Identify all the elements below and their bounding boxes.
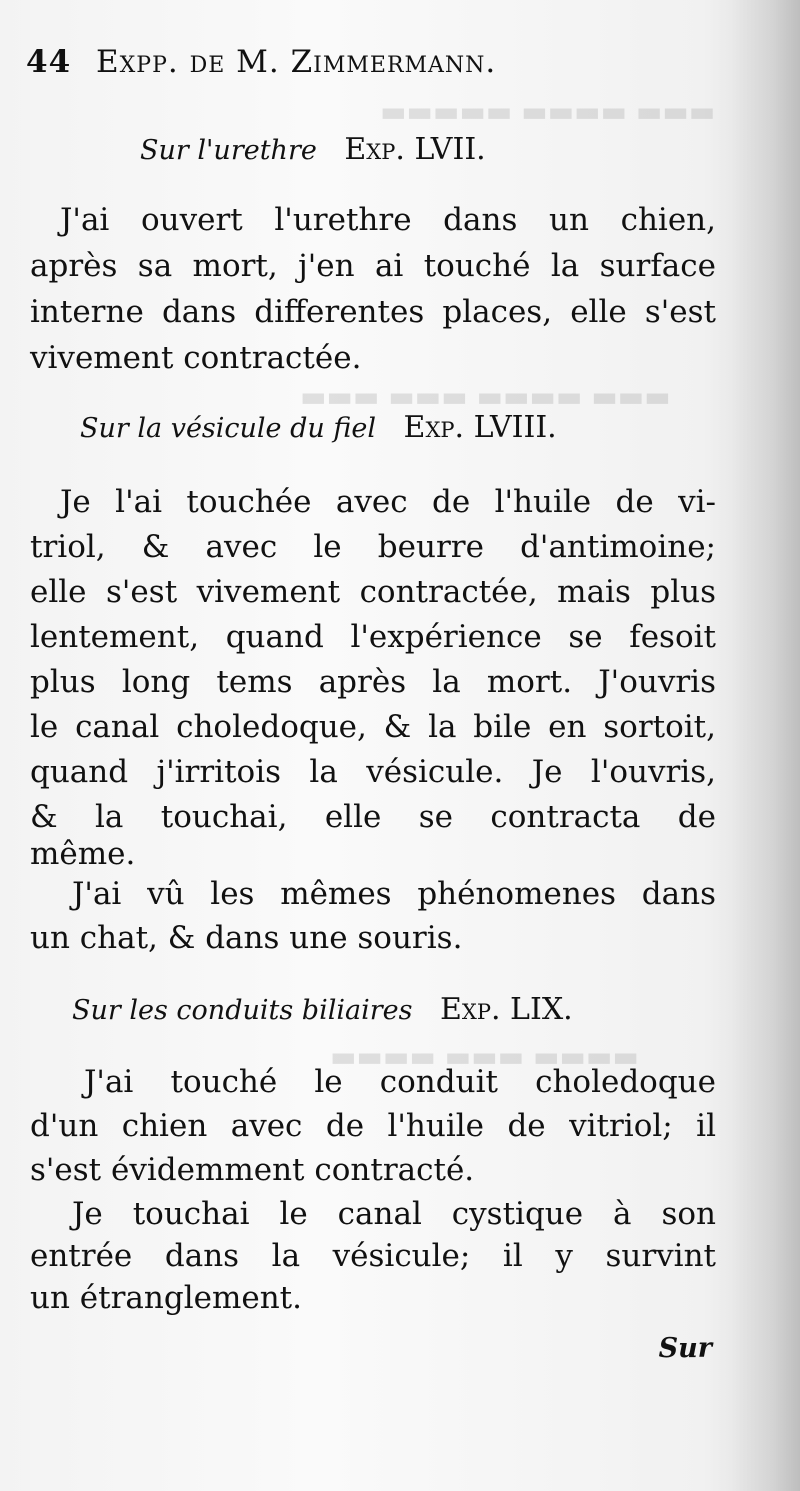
text-line: J'ai ouvert l'urethre dans un chien, <box>60 202 716 238</box>
text-line: & la touchai, elle se contracta de <box>30 799 716 835</box>
text-line: J'ai vû les mêmes phénomenes dans <box>72 876 716 912</box>
text-line: même. <box>30 836 136 872</box>
text-line: Je l'ai touchée avec de l'huile de vi- <box>60 484 716 520</box>
section-heading <box>80 410 557 445</box>
text-line: J'ai touché le conduit choledoque <box>84 1064 716 1100</box>
section-subject: Sur la vésicule du fiel <box>80 413 376 444</box>
text-line: vivement contractée. <box>30 340 362 376</box>
text-line: interne dans differentes places, elle s'est <box>30 294 716 330</box>
text-line: un étranglement. <box>30 1280 302 1316</box>
text-line: d'un chien avec de l'huile de vitriol; il <box>30 1108 716 1144</box>
bleed-through-shadow: ▬▬▬▬ ▬▬▬ ▬▬▬▬ <box>330 1040 639 1073</box>
text-line: lentement, quand l'expérience se fesoit <box>30 619 716 655</box>
catchword: Sur <box>658 1333 712 1364</box>
text-line: triol, & avec le beurre d'antimoine; <box>30 529 716 565</box>
page-gutter-shadow <box>730 0 800 1491</box>
experiment-number: Exp. LIX. <box>440 992 573 1027</box>
section-heading <box>140 132 486 167</box>
text-line: après sa mort, j'en ai touché la surface <box>30 248 716 284</box>
text-line: Je touchai le canal cystique à son <box>72 1196 716 1232</box>
experiment-number: Exp. LVII. <box>344 132 486 167</box>
text-line: elle s'est vivement contractée, mais plus <box>30 574 716 610</box>
experiment-number: Exp. LVIII. <box>403 410 557 445</box>
section-subject: Sur les conduits biliaires <box>72 995 413 1026</box>
text-line: le canal choledoque, & la bile en sortoit, <box>30 709 716 745</box>
section-subject: Sur l'urethre <box>140 135 317 166</box>
text-line: quand j'irritois la vésicule. Je l'ouvris, <box>30 754 716 790</box>
text-line: un chat, & dans une souris. <box>30 920 463 956</box>
bleed-through-shadow: ▬▬▬ ▬▬▬▬ ▬▬▬ ▬▬▬ <box>300 380 671 413</box>
running-head <box>26 44 496 80</box>
page-number: 44 <box>26 44 72 80</box>
bleed-through-shadow: ▬▬▬ ▬▬▬▬ ▬▬▬▬▬ <box>380 95 716 128</box>
text-line: plus long tems après la mort. J'ouvris <box>30 664 716 700</box>
section-heading <box>72 992 573 1027</box>
running-title: Expp. de M. Zimmermann. <box>96 44 497 80</box>
text-line: entrée dans la vésicule; il y survint <box>30 1238 716 1274</box>
text-line: s'est évidemment contracté. <box>30 1152 475 1188</box>
